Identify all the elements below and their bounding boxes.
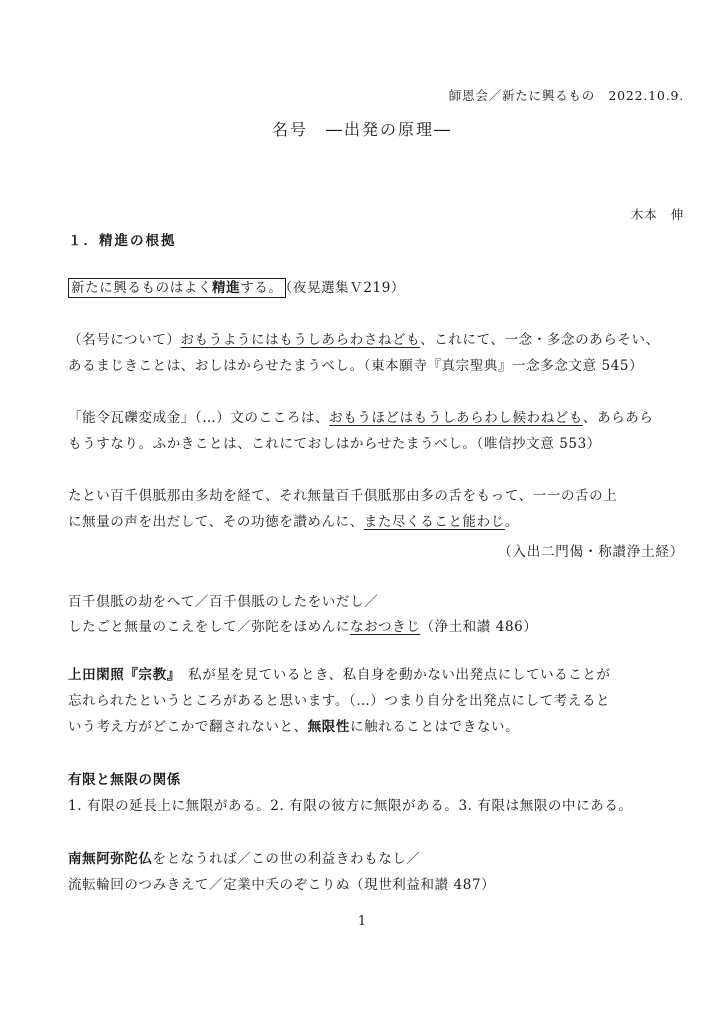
- paragraph-7-line-1: 南無阿弥陀仏をとなうれば／この世の利益きわもなし／: [68, 851, 421, 867]
- paragraph-5-line-3: いう考え方がどこかで翻されないと、無限性に触れることはできない。: [68, 719, 520, 735]
- page-title: 名号 ―出発の原理―: [271, 120, 452, 139]
- paragraph-3-line-1: たとい百千倶胝那由多劫を経て、それ無量百千倶胝那由多の舌をもって、一一の舌の上: [68, 488, 618, 504]
- relation-list: 1. 有限の延長上に無限がある。2. 有限の彼方に無限がある。3. 有限は無限の中にある。: [68, 798, 633, 814]
- paragraph-7-line-2: 流転輪回のつみきえて／定業中夭のぞこりぬ（現世利益和讃 487）: [68, 877, 496, 893]
- paragraph-5-line-1: 上田閑照『宗教』 私が星を見ているとき、私自身を動かない出発点にしていることが: [68, 667, 611, 683]
- relation-heading: 有限と無限の関係: [68, 772, 181, 788]
- paragraph-4-line-1: 百千倶胝の劫をへて／百千倶胝のしたをいだし／: [68, 594, 379, 610]
- boxed-quote: 新たに興るものはよく精進する。: [68, 278, 286, 298]
- paragraph-1-line-1: （名号について）おもうようにはもうしあらわさねども、これにて、一念・多念のあらそい、: [68, 332, 660, 348]
- paragraph-5-line-2: 忘れられたというところがあると思います。（…）つまり自分を出発点にして考えると: [68, 693, 611, 709]
- paragraph-2-line-2: もうすなり。ふかきことは、これにておしはからせたまうべし。（唯信抄文意 553）: [68, 436, 601, 452]
- paragraph-1-line-2: あるまじきことは、おしはからせたまうべし。（東本願寺『真宗聖典』一念多念文意 545）: [68, 358, 644, 374]
- paragraph-4-line-2: したごと無量のこえをして／弥陀をほめんになおつきじ（浄土和讃 486）: [68, 619, 538, 635]
- paragraph-2-line-1: 「能令瓦礫変成金」（…）文のこころは、おもうほどはもうしあらわし候わねども、あらあら: [68, 410, 654, 426]
- quote-source: （夜晃選集Ｖ219）: [285, 280, 406, 296]
- section-heading: １．精進の根拠: [68, 233, 177, 249]
- paragraph-3-source: （入出二門偈・称讃浄土経）: [498, 544, 684, 560]
- page-number: 1: [357, 914, 367, 929]
- quote-epigraph: [68, 279, 405, 297]
- author: 木本 伸: [630, 207, 684, 222]
- header-meta: 師恩会／新たに興るもの 2022.10.9.: [448, 88, 684, 103]
- paragraph-3-line-2: に無量の声を出だして、その功徳を讃めんに、また尽くること能わじ。: [68, 514, 519, 530]
